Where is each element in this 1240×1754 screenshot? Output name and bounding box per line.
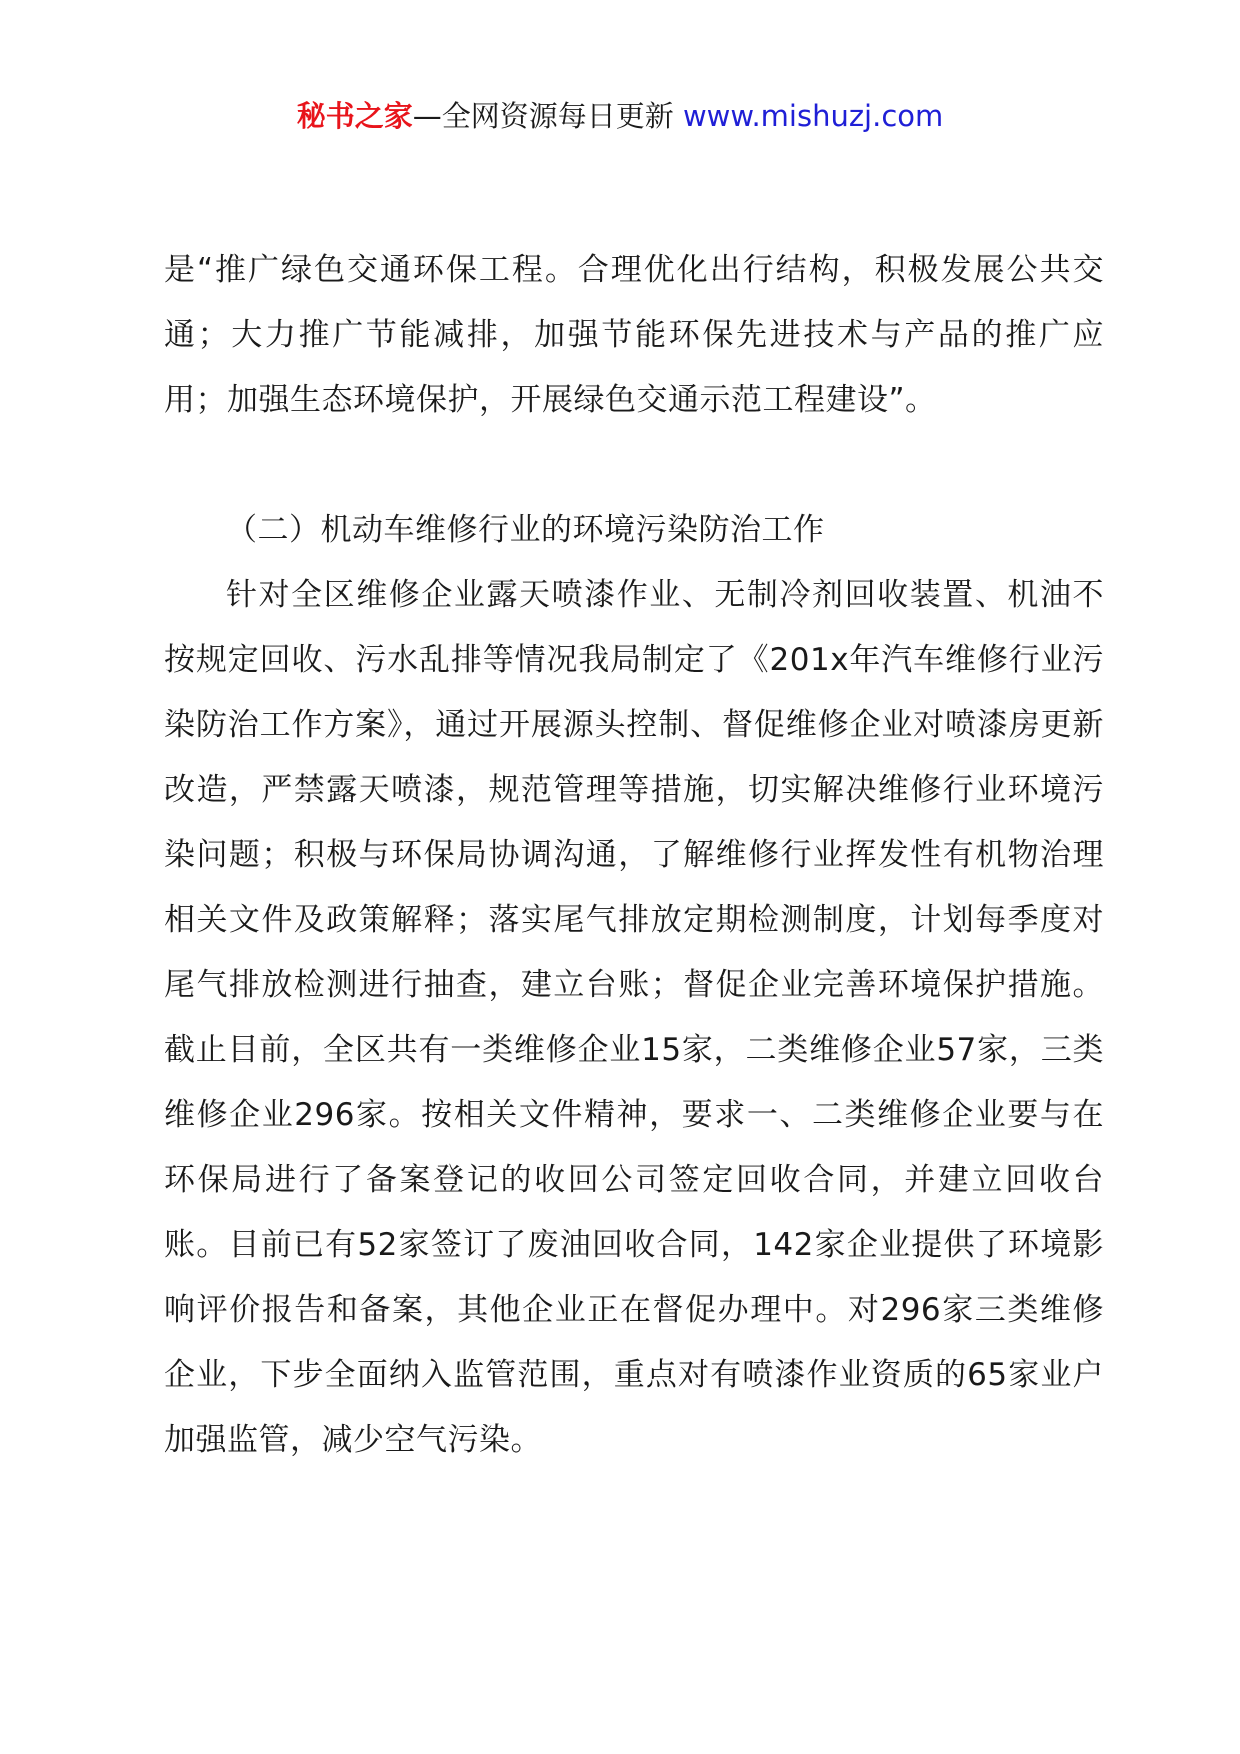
paragraph-green-transport: 是“推广绿色交通环保工程。合理优化出行结构，积极发展公共交通；大力推广节能减排，加强节能环保先进技术与产品的推广应用；加强生态环境保护，开展绿色交通示范工程建设”。 bbox=[164, 252, 1104, 418]
section-heading: （二）机动车维修行业的环境污染防治工作 bbox=[226, 512, 825, 548]
page-header bbox=[0, 96, 1240, 136]
site-tagline: —全网资源每日更新 bbox=[412, 99, 674, 133]
document-body bbox=[164, 238, 1104, 1473]
site-url-link[interactable]: www.mishuzj.com bbox=[682, 99, 944, 133]
site-brand: 秘书之家 bbox=[296, 99, 413, 133]
paragraph-vehicle-repair: 针对全区维修企业露天喷漆作业、无制冷剂回收装置、机油不按规定回收、污水乱排等情况我局制定了《201x年汽车维修行业污染防治工作方案》，通过开展源头控制、督促维修企业对喷漆房更新改造，严禁露天喷漆，规范管理等措施，切实解决维修行业环境污染问题；积极与环保局协调沟通，了解维修行业挥发性有机物治理相关文件及政策解释；落实尾气排放定期检测制度，计划每季度对尾气排放检测进行抽查，建立台账；督促企业完善环境保护措施。截止目前，全区共有一类维修企业15家，二类维修企业57家，三类维修企业296家。按相关文件精神，要求一、二类维修企业要与在环保局进行了备案登记的收回公司签定回收合同，并建立回收台账。目前已有52家签订了废油回收合同，142家企业提供了环境影响评价报告和备案，其他企业正在督促办理中。对296家三类维修企业，下步全面纳入监管范围，重点对有喷漆作业资质的65家业户加强监管，减少空气污染。 bbox=[164, 577, 1104, 1458]
